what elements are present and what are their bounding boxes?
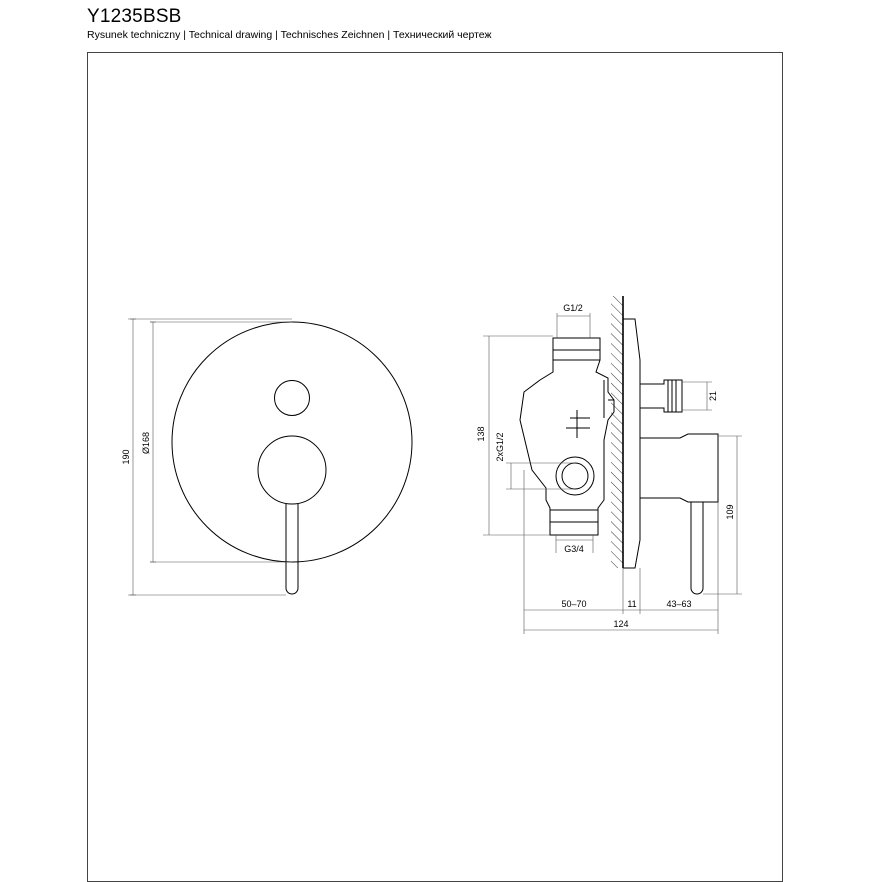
- side-lever-profile: [691, 502, 703, 594]
- drawing-subtitle: Rysunek techniczny | Technical drawing | Technisches Zeichnen | Технический чертеж: [87, 29, 492, 41]
- wall-hatching: [611, 296, 623, 568]
- dim-top-thread-label: G1/2: [563, 303, 583, 313]
- cover-plate-outline: [172, 322, 412, 562]
- mixer-handle-profile: [640, 434, 718, 502]
- dim-lever-drop-label: 109: [725, 504, 735, 520]
- valve-body-outline: [520, 338, 614, 535]
- dim-side-thread-label: 2xG1/2: [495, 432, 505, 462]
- front-view: [121, 319, 412, 595]
- side-view: [476, 296, 742, 634]
- diverter-knob-outline: [275, 381, 310, 416]
- dim-overall-height-label: 190: [121, 449, 131, 465]
- side-outlet-inner: [562, 463, 588, 489]
- dim-plate-thickness-label: 11: [627, 599, 637, 609]
- dim-mount-depth-label: 50–70: [561, 599, 587, 609]
- dim-total-depth-label: 124: [613, 619, 629, 629]
- dim-lever-projection-label: 43–63: [666, 599, 692, 609]
- cover-plate-profile: [623, 319, 640, 568]
- lever-handle-outline: [286, 504, 298, 594]
- product-code-title: Y1235BSB: [87, 6, 182, 27]
- dim-plate-diameter-label: Ø168: [141, 431, 151, 455]
- dim-bottom-thread-label: G3/4: [564, 544, 584, 554]
- dim-diverter-height-label: 21: [708, 390, 718, 402]
- mixer-knob-outline: [258, 436, 326, 504]
- dim-body-height-label: 138: [476, 426, 486, 442]
